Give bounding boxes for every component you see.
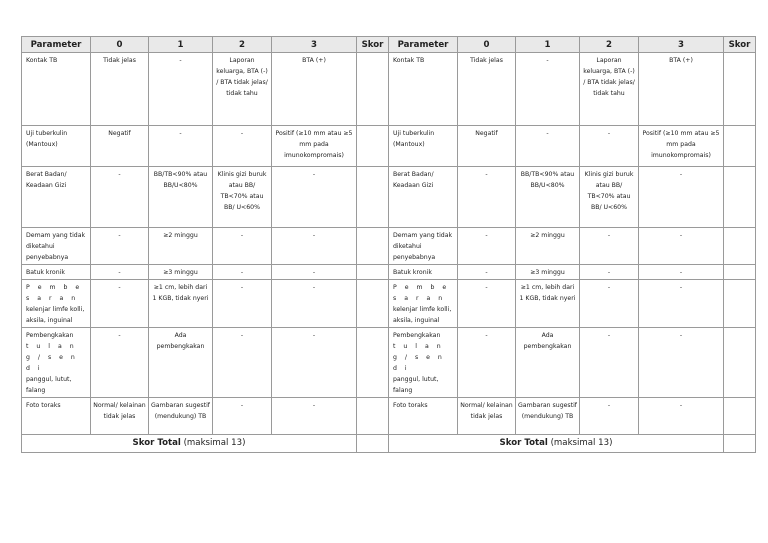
score1-cell: BB/TB<90% atau BB/U<80% [516, 167, 580, 228]
param-cell: Kontak TB [389, 53, 458, 126]
score3-cell: - [639, 398, 724, 435]
total-score-label [389, 435, 724, 453]
table-row [22, 167, 389, 228]
score0-cell: Tidak jelas [91, 53, 149, 126]
score0-cell: - [91, 280, 149, 328]
score0-cell: Normal/ kelainan tidak jelas [458, 398, 516, 435]
score3-cell: - [272, 167, 357, 228]
score0-cell: - [458, 280, 516, 328]
param-text: kelenjar limfe kolli, aksila, inguinal [26, 306, 85, 324]
table-row [22, 265, 389, 280]
total-score-bold: Skor Total [499, 438, 548, 448]
score3-cell: - [272, 328, 357, 398]
param-text: Pembengkakan [393, 332, 441, 339]
table-row [389, 228, 756, 265]
param-cell: Uji tuberkulin (Mantoux) [389, 126, 458, 167]
header-skor: Skor [724, 37, 756, 53]
score0-cell: - [458, 167, 516, 228]
total-row [22, 435, 389, 453]
table-row [22, 228, 389, 265]
score3-cell: - [639, 280, 724, 328]
skor-cell [724, 265, 756, 280]
table-row [389, 53, 756, 126]
header-score-3: 3 [272, 37, 357, 53]
score1-cell: - [149, 53, 213, 126]
score2-cell: - [213, 328, 272, 398]
skor-cell [357, 398, 389, 435]
score0-cell: - [91, 167, 149, 228]
param-spaced-text: t u l a n g / s e n d i [26, 343, 78, 372]
score0-cell: Negatif [91, 126, 149, 167]
param-cell: Demam yang tidak diketahui penyebabnya [389, 228, 458, 265]
skor-cell [357, 167, 389, 228]
header-score-3: 3 [639, 37, 724, 53]
score0-cell: - [91, 328, 149, 398]
param-cell: Uji tuberkulin (Mantoux) [22, 126, 91, 167]
score0-cell: - [91, 265, 149, 280]
score0-cell: Negatif [458, 126, 516, 167]
param-cell [22, 328, 91, 398]
score3-cell: - [272, 228, 357, 265]
score1-cell: - [149, 126, 213, 167]
param-text: Pembengkakan [26, 332, 74, 339]
score1-cell: ≥2 minggu [516, 228, 580, 265]
param-cell: Demam yang tidak diketahui penyebabnya [22, 228, 91, 265]
score2-cell: - [580, 228, 639, 265]
score1-cell: ≥2 minggu [149, 228, 213, 265]
score3-cell: - [272, 280, 357, 328]
param-cell [22, 280, 91, 328]
table-row [389, 265, 756, 280]
score2-cell: - [213, 228, 272, 265]
table-row [22, 53, 389, 126]
skor-cell [357, 126, 389, 167]
param-cell [389, 328, 458, 398]
table-row [389, 280, 756, 328]
header-score-0: 0 [458, 37, 516, 53]
skor-cell [724, 398, 756, 435]
scoring-table-right [388, 36, 756, 453]
param-cell: Foto toraks [22, 398, 91, 435]
header-score-1: 1 [516, 37, 580, 53]
total-score-note: (maksimal 13) [180, 438, 246, 448]
score3-cell: Positif (≥10 mm atau ≥5 mm pada imunokompromais) [272, 126, 357, 167]
score0-cell: - [91, 228, 149, 265]
scoring-table-left [21, 36, 389, 453]
score1-cell: ≥1 cm, lebih dari 1 KGB, tidak nyeri [149, 280, 213, 328]
score2-cell: - [213, 280, 272, 328]
param-cell: Batuk kronik [22, 265, 91, 280]
total-score-note: (maksimal 13) [547, 438, 613, 448]
total-skor-cell [357, 435, 389, 453]
skor-cell [724, 280, 756, 328]
score0-cell: - [458, 265, 516, 280]
header-score-0: 0 [91, 37, 149, 53]
param-spaced-text: P e m b e s a r a n [393, 284, 450, 302]
skor-cell [724, 53, 756, 126]
skor-cell [357, 53, 389, 126]
header-score-2: 2 [580, 37, 639, 53]
param-cell [389, 280, 458, 328]
score3-cell: BTA (+) [639, 53, 724, 126]
score2-cell: - [213, 265, 272, 280]
score1-cell: - [516, 53, 580, 126]
score3-cell: - [639, 328, 724, 398]
skor-cell [357, 280, 389, 328]
score1-cell: Gambaran sugestif (mendukung) TB [149, 398, 213, 435]
skor-cell [357, 265, 389, 280]
score3-cell: Positif (≥10 mm atau ≥5 mm pada imunokompromais) [639, 126, 724, 167]
score2-cell: - [213, 126, 272, 167]
table-row [389, 328, 756, 398]
score3-cell: - [639, 265, 724, 280]
header-score-1: 1 [149, 37, 213, 53]
param-spaced-text: t u l a n g / s e n d i [393, 343, 445, 372]
score1-cell: ≥1 cm, lebih dari 1 KGB, tidak nyeri [516, 280, 580, 328]
score1-cell: - [516, 126, 580, 167]
score2-cell: - [580, 280, 639, 328]
table-row [389, 126, 756, 167]
table-row [22, 280, 389, 328]
table-row [22, 398, 389, 435]
skor-cell [357, 228, 389, 265]
score0-cell: Tidak jelas [458, 53, 516, 126]
param-cell: Kontak TB [22, 53, 91, 126]
score1-cell: Ada pembengkakan [516, 328, 580, 398]
param-tail-text: panggul, lutut, falang [393, 376, 439, 394]
score0-cell: Normal/ kelainan tidak jelas [91, 398, 149, 435]
score2-cell: Laporan keluarga, BTA (-) / BTA tidak jelas/ tidak tahu [580, 53, 639, 126]
score2-cell: Laporan keluarga, BTA (-) / BTA tidak jelas/ tidak tahu [213, 53, 272, 126]
param-text: kelenjar limfe kolli, aksila, inguinal [393, 306, 452, 324]
score3-cell: - [272, 398, 357, 435]
score1-cell: Gambaran sugestif (mendukung) TB [516, 398, 580, 435]
param-cell: Batuk kronik [389, 265, 458, 280]
header-score-2: 2 [213, 37, 272, 53]
total-score-bold: Skor Total [132, 438, 181, 448]
param-spaced-text: P e m b e s a r a n [26, 284, 83, 302]
param-tail-text: panggul, lutut, falang [26, 376, 72, 394]
total-row [389, 435, 756, 453]
score3-cell: - [639, 228, 724, 265]
score2-cell: - [213, 398, 272, 435]
table-row [389, 167, 756, 228]
score0-cell: - [458, 228, 516, 265]
total-skor-cell [724, 435, 756, 453]
header-row [22, 37, 389, 53]
header-parameter: Parameter [22, 37, 91, 53]
score0-cell: - [458, 328, 516, 398]
score1-cell: ≥3 minggu [149, 265, 213, 280]
header-skor: Skor [357, 37, 389, 53]
header-row [389, 37, 756, 53]
score2-cell: - [580, 328, 639, 398]
score2-cell: - [580, 126, 639, 167]
score1-cell: BB/TB<90% atau BB/U<80% [149, 167, 213, 228]
param-cell: Berat Badan/ Keadaan Gizi [22, 167, 91, 228]
skor-cell [724, 228, 756, 265]
score2-cell: Klinis gizi buruk atau BB/ TB<70% atau BB/ U<60% [580, 167, 639, 228]
table-row [22, 126, 389, 167]
skor-cell [724, 126, 756, 167]
skor-cell [357, 328, 389, 398]
table-row [389, 398, 756, 435]
score1-cell: Ada pembengkakan [149, 328, 213, 398]
score3-cell: BTA (+) [272, 53, 357, 126]
header-parameter: Parameter [389, 37, 458, 53]
score3-cell: - [639, 167, 724, 228]
score2-cell: - [580, 265, 639, 280]
param-cell: Foto toraks [389, 398, 458, 435]
total-score-label [22, 435, 357, 453]
param-cell: Berat Badan/ Keadaan Gizi [389, 167, 458, 228]
skor-cell [724, 167, 756, 228]
table-row [22, 328, 389, 398]
score3-cell: - [272, 265, 357, 280]
score2-cell: - [580, 398, 639, 435]
score1-cell: ≥3 minggu [516, 265, 580, 280]
skor-cell [724, 328, 756, 398]
score2-cell: Klinis gizi buruk atau BB/ TB<70% atau BB/ U<60% [213, 167, 272, 228]
